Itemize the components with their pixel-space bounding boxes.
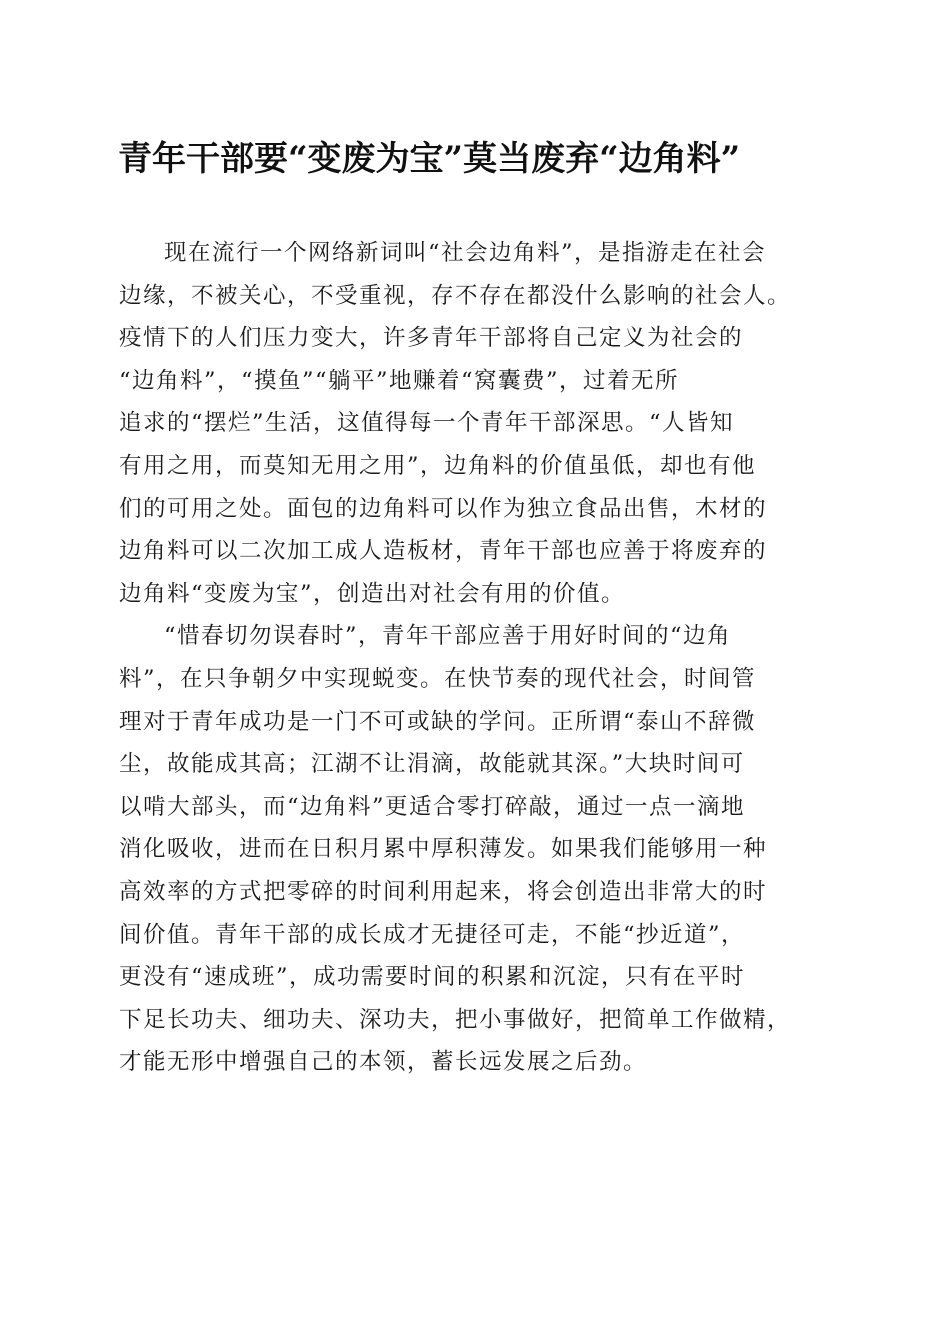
text-line: 消化吸收，进而在日积月累中厚积薄发。如果我们能够用一种 xyxy=(119,836,768,863)
text-line: 疫情下的人们压力变大，许多青年干部将自己定义为社会的 xyxy=(119,325,744,352)
text-line: 高效率的方式把零碎的时间利用起来，将会创造出非常大的时 xyxy=(119,878,768,905)
text-line: 料”，在只争朝夕中实现蜕变。在快节奏的现代社会，时间管 xyxy=(119,665,757,692)
text-line: 更没有“速成班”，成功需要时间的积累和沉淀，只有在平时 xyxy=(119,964,746,991)
text-line: 才能无形中增强自己的本领，蓄长远发展之后劲。 xyxy=(119,1049,648,1076)
text-line: 现在流行一个网络新词叫“社会边角料”，是指游走在社会 xyxy=(164,240,767,266)
text-line: 边缘，不被关心，不受重视，存不存在都没什么影响的社会人。 xyxy=(119,282,792,309)
page-title: 青年干部要“变废为宝”莫当废弃“边角料” xyxy=(118,139,741,179)
text-line: 边角料“变废为宝”，创造出对社会有用的价值。 xyxy=(119,580,626,607)
text-line: 有用之用，而莫知无用之用”，边角料的价值虽低，却也有他 xyxy=(119,452,757,479)
text-line: 理对于青年成功是一门不可或缺的学问。正所谓“泰山不辞微 xyxy=(119,708,757,735)
article-body xyxy=(119,232,841,1084)
text-line: 边角料可以二次加工成人造板材，青年干部也应善于将废弃的 xyxy=(119,538,768,565)
paragraph-2 xyxy=(119,615,841,1084)
text-line: 尘，故能成其高；江湖不让涓滴，故能就其深。”大块时间可 xyxy=(119,751,745,778)
text-line: 追求的“摆烂”生活，这值得每一个青年干部深思。“人皆知 xyxy=(119,410,735,437)
text-line: “惜春切勿误春时”，青年干部应善于用好时间的“边角 xyxy=(164,623,732,650)
text-line: 间价值。青年干部的成长成才无捷径可走，不能“抄近道”， xyxy=(119,921,746,948)
text-line: 下足长功夫、细功夫、深功夫，把小事做好，把简单工作做精， xyxy=(119,1006,792,1033)
text-line: “边角料”，“摸鱼”“躺平”地赚着“窝囊费”，过着无所 xyxy=(119,367,680,394)
text-line: 以啃大部头，而“边角料”更适合零打碎敲，通过一点一滴地 xyxy=(119,793,746,820)
paragraph-1 xyxy=(119,232,841,615)
text-line: 们的可用之处。面包的边角料可以作为独立食品出售，木材的 xyxy=(119,495,768,522)
